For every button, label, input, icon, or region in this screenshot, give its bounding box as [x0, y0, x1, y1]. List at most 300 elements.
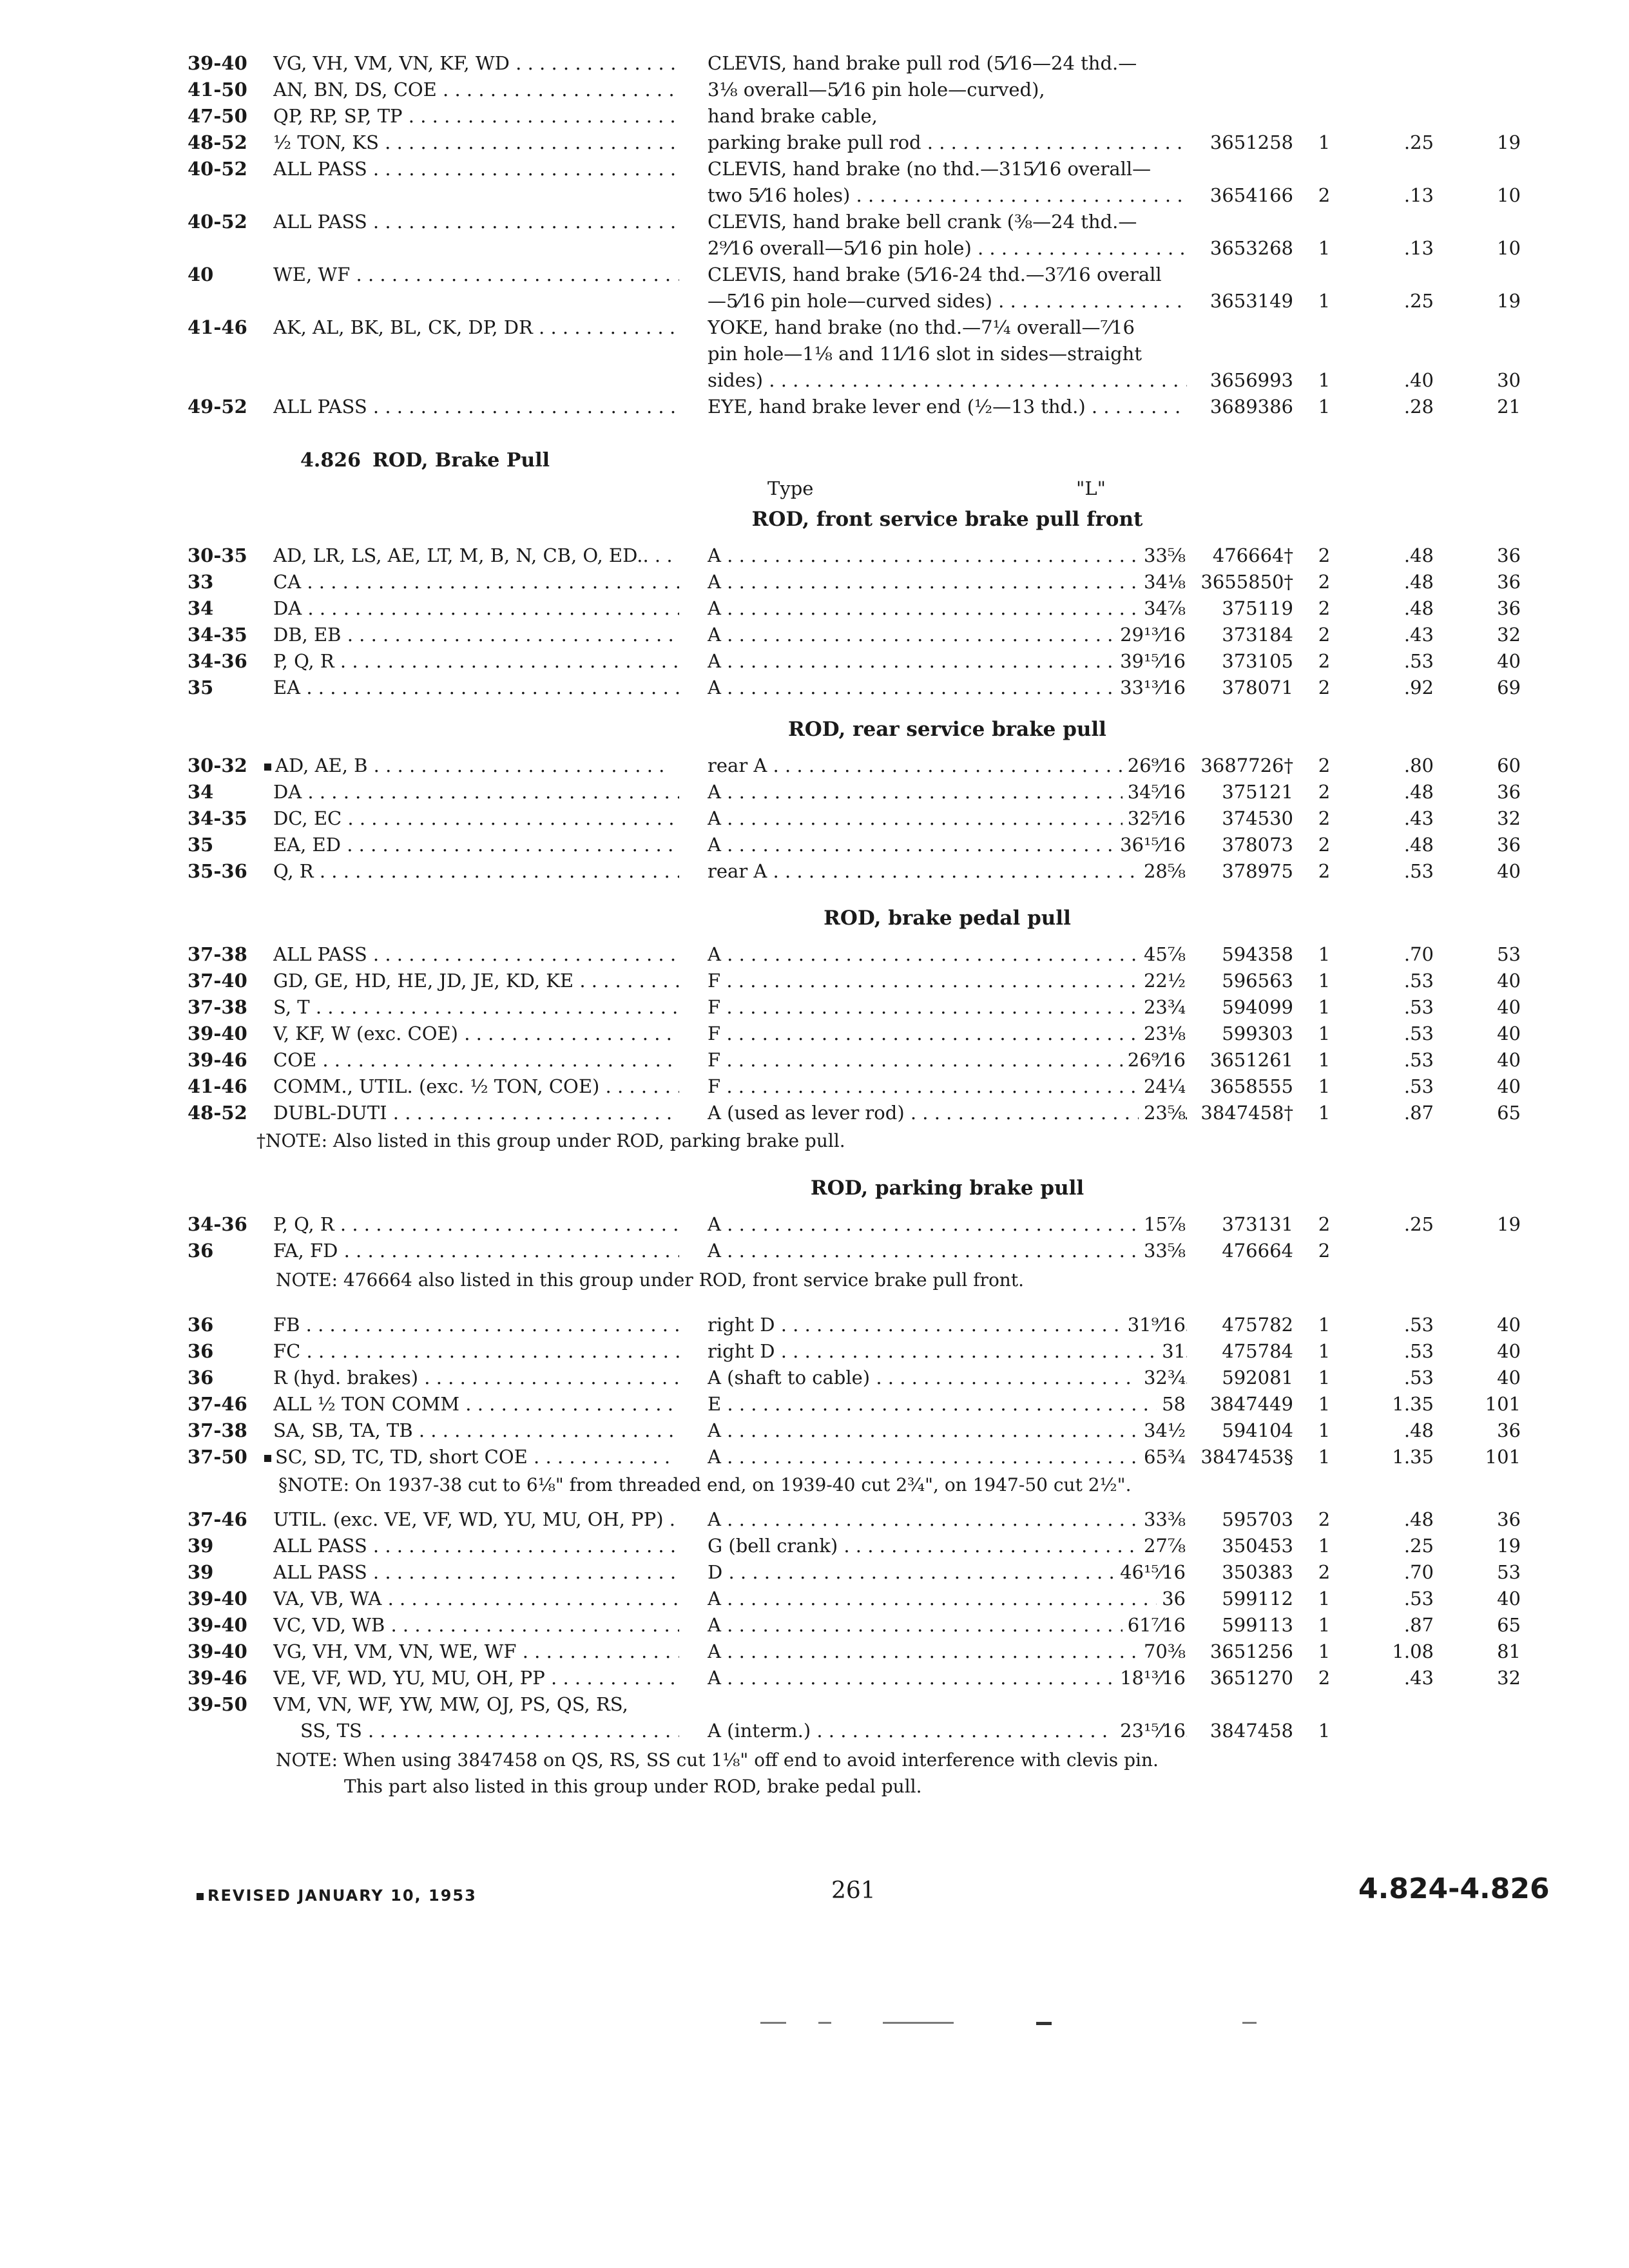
table-row	[0, 905, 1629, 931]
model-codes: AD, LR, LS, AE, LT, M, B, N, CB, O, ED.. . . .	[273, 543, 679, 568]
rod-type-text: A	[708, 781, 721, 803]
model-codes: Q, R . . .	[273, 858, 679, 884]
list-price	[1363, 156, 1434, 182]
rod-type	[708, 1073, 1187, 1099]
rod-length: 23⅛	[1139, 1021, 1186, 1046]
model-codes: FC . . .	[273, 1338, 679, 1364]
quantity	[1308, 341, 1340, 367]
rod-length: 26⁹⁄16	[1123, 753, 1186, 778]
rod-type-text: F	[708, 1049, 721, 1071]
quantity: 1	[1318, 1023, 1331, 1044]
rod-type-text: A	[708, 807, 721, 829]
list-price: .53	[1403, 996, 1434, 1018]
rod-type-text: F	[708, 1075, 721, 1097]
weight: 36	[1497, 1508, 1521, 1530]
year-range: 34-36	[188, 650, 247, 672]
year-range: 48-52	[188, 1102, 247, 1124]
model-codes	[273, 182, 679, 208]
year-range: 30-32	[188, 754, 247, 776]
rod-length: 58	[1157, 1391, 1186, 1417]
rod-type-text: A	[708, 1446, 721, 1468]
part-number: 373131	[1222, 1213, 1293, 1235]
rod-type-text: A	[708, 1640, 721, 1662]
model-codes: VE, VF, WD, YU, MU, OH, PP . . .	[273, 1665, 679, 1691]
model-codes: DA . . .	[273, 779, 679, 805]
part-number: 3653149	[1210, 290, 1293, 312]
list-price: .48	[1403, 597, 1434, 619]
revised-marker-icon	[197, 1893, 204, 1900]
list-price: .13	[1403, 184, 1434, 206]
model-codes: ALL PASS . . .	[273, 1559, 679, 1585]
part-number	[1187, 209, 1293, 235]
rod-length: 28⅝	[1139, 858, 1186, 884]
part-number: 373184	[1222, 624, 1293, 646]
list-price: .25	[1403, 1213, 1434, 1235]
model-codes: ALL ½ TON COMM . . .	[273, 1391, 679, 1417]
note-text: NOTE: When using 3847458 on QS, RS, SS cut 1⅛" off end to avoid interference with clevis pin.	[276, 1749, 1159, 1771]
table-row	[0, 832, 1629, 858]
quantity: 1	[1318, 1367, 1331, 1389]
list-price: .48	[1403, 834, 1434, 856]
table-row	[0, 476, 1629, 501]
table-row	[0, 941, 1629, 967]
weight: 101	[1485, 1446, 1521, 1468]
table-row	[0, 569, 1629, 595]
rod-type-text: F	[708, 996, 721, 1018]
part-number: 595703	[1222, 1508, 1293, 1530]
quantity: 2	[1318, 544, 1331, 566]
list-price: .53	[1403, 650, 1434, 672]
table-row	[0, 1047, 1629, 1073]
rod-type-text: A	[708, 1213, 721, 1235]
list-price: .48	[1403, 544, 1434, 566]
year-range: 34-35	[188, 807, 247, 829]
year-range: 39	[188, 1535, 214, 1557]
weight: 36	[1497, 544, 1521, 566]
part-number	[1187, 314, 1293, 340]
list-price: .43	[1403, 1667, 1434, 1689]
weight: 36	[1497, 834, 1521, 856]
rod-type-text: D	[708, 1561, 723, 1583]
weight: 60	[1497, 754, 1521, 776]
list-price: .87	[1403, 1614, 1434, 1636]
table-row	[0, 858, 1629, 884]
year-range: 40-52	[188, 211, 247, 233]
section-title: ROD, Brake Pull	[372, 449, 550, 472]
year-range: 36	[188, 1340, 214, 1362]
list-price: 1.35	[1392, 1393, 1434, 1415]
table-row	[0, 543, 1629, 568]
model-codes: VM, VN, WF, YW, MW, OJ, PS, QS, RS,	[273, 1693, 628, 1715]
part-number: 596563	[1222, 970, 1293, 992]
group-heading: ROD, front service brake pull front	[751, 508, 1143, 531]
model-codes: VG, VH, VM, VN, KF, WD . . .	[273, 50, 679, 76]
model-codes: DC, EC . . .	[273, 805, 679, 831]
table-row	[0, 1418, 1629, 1443]
part-number: 3655850†	[1200, 571, 1293, 593]
part-description: EYE, hand brake lever end (½—13 thd.) . . .	[708, 394, 1187, 419]
rod-type	[708, 1338, 1187, 1364]
quantity	[1308, 77, 1340, 102]
part-description: —5⁄16 pin hole—curved sides) . . .	[708, 288, 1187, 314]
part-number: 3651261	[1210, 1049, 1293, 1071]
rod-type	[708, 1718, 1187, 1744]
table-row	[0, 779, 1629, 805]
page-number: 261	[831, 1878, 876, 1904]
table-row	[0, 1312, 1629, 1338]
rod-type	[708, 1665, 1187, 1691]
table-row	[0, 394, 1629, 419]
table-row	[0, 182, 1629, 208]
year-range: 47-50	[188, 105, 247, 127]
part-number: 3654166	[1210, 184, 1293, 206]
list-price: .43	[1403, 624, 1434, 646]
weight: 40	[1497, 650, 1521, 672]
part-description: hand brake cable,	[708, 105, 878, 127]
part-description: parking brake pull rod . . .	[708, 130, 1187, 155]
rod-length: 34⅛	[1139, 569, 1186, 595]
weight: 36	[1497, 781, 1521, 803]
list-price: .53	[1403, 1340, 1434, 1362]
part-number: 3847449	[1210, 1393, 1293, 1415]
table-row	[0, 103, 1629, 129]
rod-type	[708, 1444, 1187, 1470]
model-codes	[273, 341, 679, 367]
quantity: 1	[1318, 943, 1331, 965]
rod-length: 61⁷⁄16	[1123, 1612, 1186, 1638]
model-codes: COMM., UTIL. (exc. ½ TON, COE) . . .	[273, 1073, 679, 1099]
year-range	[188, 341, 271, 367]
quantity: 2	[1318, 1667, 1331, 1689]
part-number: 3847458	[1210, 1720, 1293, 1742]
rod-length: 32⁵⁄16	[1123, 805, 1186, 831]
weight: 40	[1497, 970, 1521, 992]
rod-type	[708, 1021, 1187, 1046]
rod-type-text: A	[708, 650, 721, 672]
part-description: YOKE, hand brake (no thd.—7¼ overall—⁷⁄16	[708, 316, 1135, 338]
list-price: .53	[1403, 1314, 1434, 1336]
rod-type	[708, 1365, 1187, 1390]
year-range	[188, 235, 271, 261]
rod-type	[708, 1100, 1187, 1126]
rod-type	[708, 1586, 1187, 1611]
group-heading: ROD, parking brake pull	[810, 1177, 1084, 1200]
part-number: 375119	[1222, 597, 1293, 619]
weight: 65	[1497, 1614, 1521, 1636]
list-price	[1363, 341, 1434, 367]
weight	[1456, 50, 1521, 76]
part-description: pin hole—1⅛ and 11⁄16 slot in sides—straight	[708, 343, 1142, 365]
list-price	[1363, 314, 1434, 340]
rod-length: 36¹⁵⁄16	[1115, 832, 1186, 858]
model-codes: FA, FD . . .	[273, 1238, 679, 1264]
quantity: 2	[1318, 650, 1331, 672]
model-codes: SS, TS . . .	[300, 1718, 679, 1744]
scan-mark	[1036, 2022, 1052, 2025]
weight: 32	[1497, 807, 1521, 829]
weight: 19	[1497, 1213, 1521, 1235]
rod-length: 23¾	[1139, 994, 1186, 1020]
year-range: 37-46	[188, 1393, 247, 1415]
quantity: 1	[1318, 1075, 1331, 1097]
quantity	[1308, 209, 1340, 235]
rod-type	[708, 1238, 1187, 1264]
part-number: 3687726†	[1200, 754, 1293, 776]
part-description: two 5⁄16 holes) . . .	[708, 182, 1187, 208]
model-codes: QP, RP, SP, TP . . .	[273, 103, 679, 129]
quantity	[1308, 50, 1340, 76]
rod-type-text: A	[708, 571, 721, 593]
scan-marks	[760, 2017, 1534, 2030]
rod-length: 34⅞	[1139, 595, 1186, 621]
rod-length: 27⅞	[1139, 1533, 1186, 1559]
rod-length: 31⁹⁄16	[1123, 1312, 1186, 1338]
quantity: 1	[1318, 396, 1331, 418]
model-codes: DB, EB . . .	[273, 622, 679, 648]
year-range: 39-46	[188, 1049, 247, 1071]
quantity: 1	[1318, 369, 1331, 391]
type-column-label: Type	[767, 477, 814, 499]
list-price: .13	[1403, 237, 1434, 259]
table-row	[0, 1100, 1629, 1126]
list-price: .53	[1403, 1588, 1434, 1610]
quantity: 1	[1318, 1446, 1331, 1468]
note-text: This part also listed in this group under ROD, brake pedal pull.	[344, 1776, 922, 1797]
year-range: 35	[188, 834, 214, 856]
quantity: 2	[1318, 1508, 1331, 1530]
scan-mark	[818, 2022, 831, 2024]
list-price: .53	[1403, 970, 1434, 992]
part-description: 3⅛ overall—5⁄16 pin hole—curved),	[708, 79, 1045, 101]
rod-length: 15⅞	[1139, 1211, 1186, 1237]
list-price: .87	[1403, 1102, 1434, 1124]
quantity: 1	[1318, 290, 1331, 312]
weight	[1456, 262, 1521, 287]
table-row	[0, 1175, 1629, 1201]
weight: 36	[1497, 1419, 1521, 1441]
rod-length: 33⅝	[1139, 1238, 1186, 1264]
part-number: 378073	[1222, 834, 1293, 856]
rod-length: 33¹³⁄16	[1115, 675, 1186, 700]
weight	[1456, 341, 1521, 367]
part-number	[1187, 341, 1293, 367]
part-number: 599112	[1222, 1588, 1293, 1610]
rod-length: 23⅝	[1139, 1100, 1186, 1126]
table-row	[0, 1128, 1629, 1154]
weight: 40	[1497, 1367, 1521, 1389]
revised-marker-icon	[264, 764, 271, 771]
year-range: 37-38	[188, 943, 247, 965]
table-row	[0, 1612, 1629, 1638]
table-row	[0, 288, 1629, 314]
rod-length: 33⅜	[1139, 1506, 1186, 1532]
part-number: 3651256	[1210, 1640, 1293, 1662]
rod-type	[708, 1612, 1187, 1638]
quantity	[1308, 262, 1340, 287]
table-row	[0, 675, 1629, 700]
year-range: 49-52	[188, 396, 247, 418]
rod-length: 45⅞	[1139, 941, 1186, 967]
quantity: 1	[1318, 1588, 1331, 1610]
weight: 40	[1497, 1049, 1521, 1071]
part-number: 475782	[1222, 1314, 1293, 1336]
quantity: 2	[1318, 807, 1331, 829]
list-price: .25	[1403, 290, 1434, 312]
quantity: 2	[1318, 834, 1331, 856]
part-number: 475784	[1222, 1340, 1293, 1362]
list-price: .48	[1403, 571, 1434, 593]
table-row	[0, 1533, 1629, 1559]
list-price: .48	[1403, 1508, 1434, 1530]
rod-length: 39¹⁵⁄16	[1115, 648, 1186, 674]
rod-type-text: A	[708, 1588, 721, 1610]
rod-type-text: A	[708, 597, 721, 619]
rod-type	[708, 805, 1187, 831]
year-range: 39-50	[188, 1693, 247, 1715]
list-price: .48	[1403, 781, 1434, 803]
revised-marker-icon	[264, 1455, 271, 1462]
model-codes: ALL PASS . . .	[273, 209, 679, 235]
list-price: .48	[1403, 1419, 1434, 1441]
year-range: 48-52	[188, 131, 247, 153]
table-row	[0, 1774, 1629, 1800]
part-number: 3651270	[1210, 1667, 1293, 1689]
part-number: 3689386	[1210, 396, 1293, 418]
scan-mark	[1242, 2022, 1257, 2024]
rod-length: 33⅝	[1139, 543, 1186, 568]
rod-type-text: rear A	[708, 860, 767, 882]
part-number: 594358	[1222, 943, 1293, 965]
year-range: 39-40	[188, 52, 247, 74]
part-description: CLEVIS, hand brake bell crank (⅜—24 thd.—	[708, 211, 1137, 233]
list-price	[1363, 262, 1434, 287]
quantity: 2	[1318, 781, 1331, 803]
weight	[1456, 103, 1521, 129]
table-row	[0, 753, 1629, 778]
rod-type	[708, 648, 1187, 674]
quantity: 1	[1318, 1419, 1331, 1441]
weight: 40	[1497, 1588, 1521, 1610]
quantity: 2	[1318, 184, 1331, 206]
quantity	[1308, 314, 1340, 340]
table-row	[0, 1472, 1629, 1498]
part-number: 599113	[1222, 1614, 1293, 1636]
weight: 10	[1497, 184, 1521, 206]
model-codes	[264, 1444, 670, 1470]
table-row	[0, 1586, 1629, 1611]
part-number: 374530	[1222, 807, 1293, 829]
rod-type-text: right D	[708, 1340, 775, 1362]
table-row	[0, 156, 1629, 182]
table-row	[0, 1639, 1629, 1664]
model-codes-text: AD, AE, B	[275, 754, 368, 776]
rod-type	[708, 1211, 1187, 1237]
rod-type-text: G (bell crank)	[708, 1535, 838, 1557]
year-range: 30-35	[188, 544, 247, 566]
weight	[1456, 1238, 1521, 1264]
rod-type	[708, 941, 1187, 967]
part-description: CLEVIS, hand brake pull rod (5⁄16—24 thd.—	[708, 52, 1137, 74]
weight: 65	[1497, 1102, 1521, 1124]
quantity: 1	[1318, 237, 1331, 259]
year-range	[188, 288, 271, 314]
quantity	[1308, 156, 1340, 182]
group-heading: ROD, brake pedal pull	[824, 907, 1071, 930]
list-price: .53	[1403, 1023, 1434, 1044]
year-range: 40-52	[188, 158, 247, 180]
revised-date: REVISED JANUARY 10, 1953	[207, 1887, 477, 1905]
model-codes	[273, 235, 679, 261]
part-number: 476664	[1222, 1240, 1293, 1262]
rod-type	[708, 569, 1187, 595]
rod-type	[708, 994, 1187, 1020]
table-row	[0, 968, 1629, 994]
model-codes: EA, ED . . .	[273, 832, 679, 858]
model-codes: COE . . .	[273, 1047, 679, 1073]
part-description: CLEVIS, hand brake (5⁄16-24 thd.—3⁷⁄16 overall	[708, 264, 1162, 285]
list-price	[1363, 1238, 1434, 1264]
quantity: 1	[1318, 1340, 1331, 1362]
part-number: 599303	[1222, 1023, 1293, 1044]
year-range: 35-36	[188, 860, 247, 882]
year-range: 39-40	[188, 1588, 247, 1610]
part-number: 3656993	[1210, 369, 1293, 391]
rod-type-text: A	[708, 677, 721, 698]
quantity: 1	[1318, 1535, 1331, 1557]
part-description: sides) . . .	[708, 367, 1187, 393]
model-codes: SA, SB, TA, TB . . .	[273, 1418, 679, 1443]
list-price	[1363, 50, 1434, 76]
year-range: 37-40	[188, 970, 247, 992]
table-row	[0, 994, 1629, 1020]
quantity	[1308, 103, 1340, 129]
table-row	[0, 805, 1629, 831]
rod-type	[708, 1533, 1187, 1559]
weight: 36	[1497, 597, 1521, 619]
rod-type	[708, 968, 1187, 994]
rod-type-text: A	[708, 624, 721, 646]
year-range: 41-50	[188, 79, 247, 101]
weight: 19	[1497, 131, 1521, 153]
rod-length: 18¹³⁄16	[1115, 1665, 1186, 1691]
model-codes	[264, 753, 670, 778]
part-number: 350453	[1222, 1535, 1293, 1557]
table-row	[0, 1238, 1629, 1264]
rod-type-text: F	[708, 1023, 721, 1044]
model-codes	[273, 288, 679, 314]
rod-type	[708, 675, 1187, 700]
quantity: 2	[1318, 677, 1331, 698]
table-row	[0, 50, 1629, 76]
rod-type-text: A	[708, 1419, 721, 1441]
rod-length: 24¼	[1139, 1073, 1186, 1099]
table-row	[0, 1021, 1629, 1046]
year-range: 39-46	[188, 1667, 247, 1689]
table-row	[0, 1073, 1629, 1099]
model-codes: P, Q, R . . .	[273, 1211, 679, 1237]
table-row	[0, 595, 1629, 621]
weight	[1456, 77, 1521, 102]
part-number	[1187, 262, 1293, 287]
year-range	[188, 367, 271, 393]
table-row	[0, 1747, 1629, 1773]
rod-type	[708, 1312, 1187, 1338]
rod-length: 70⅜	[1139, 1639, 1186, 1664]
weight: 101	[1485, 1393, 1521, 1415]
weight: 40	[1497, 996, 1521, 1018]
weight: 21	[1497, 396, 1521, 418]
rod-length: 65¾	[1139, 1444, 1186, 1470]
